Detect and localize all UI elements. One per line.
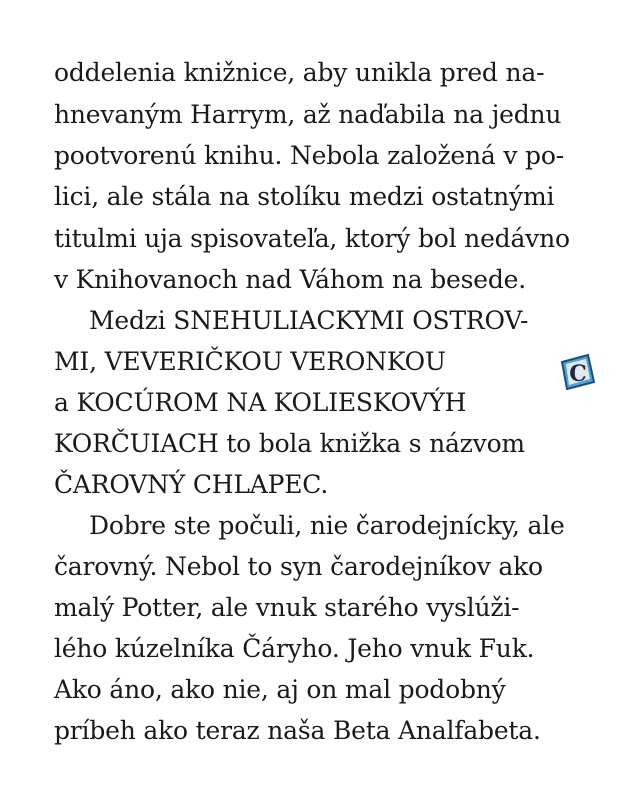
text-line-7: Medzi SNEHULIACKYMI OSTROV- (89, 306, 529, 335)
text-line-16: Ako áno, ako nie, aj on mal podobný (54, 675, 506, 704)
text-line-4: lici, ale stála na stolíku medzi ostatnými (54, 182, 555, 211)
text-line-2: hnevaným Harrym, až naďabila na jednu (54, 100, 562, 129)
text-line-1: oddelenia knižnice, aby unikla pred na- (54, 58, 545, 87)
text-line-12: Dobre ste počuli, nie čarodejnícky, ale (89, 511, 565, 540)
text-line-9: a KOCÚROM NA KOLIESKOVÝH (54, 388, 467, 417)
text-line-17: príbeh ako teraz naša Beta Analfabeta. (54, 716, 541, 745)
letter-c-badge-icon (558, 352, 598, 392)
text-line-11: ČAROVNÝ CHLAPEC. (54, 470, 329, 499)
text-line-13: čarovný. Nebol to syn čarodejníkov ako (54, 552, 543, 581)
text-line-6: v Knihovanoch nad Váhom na besede. (54, 265, 526, 294)
text-line-14: malý Potter, ale vnuk starého vyslúži- (54, 593, 520, 622)
text-line-8: MI, VEVERIČKOU VERONKOU (54, 347, 446, 376)
text-line-10: KORČUIACH to bola knižka s názvom (54, 429, 525, 458)
text-line-15: lého kúzelníka Čáryho. Jeho vnuk Fuk. (54, 634, 535, 663)
text-line-5: titulmi uja spisovateľa, ktorý bol nedávno (54, 224, 570, 253)
badge-letter: C (569, 361, 587, 387)
text-line-3: pootvorenú knihu. Nebola založená v po- (54, 141, 564, 170)
